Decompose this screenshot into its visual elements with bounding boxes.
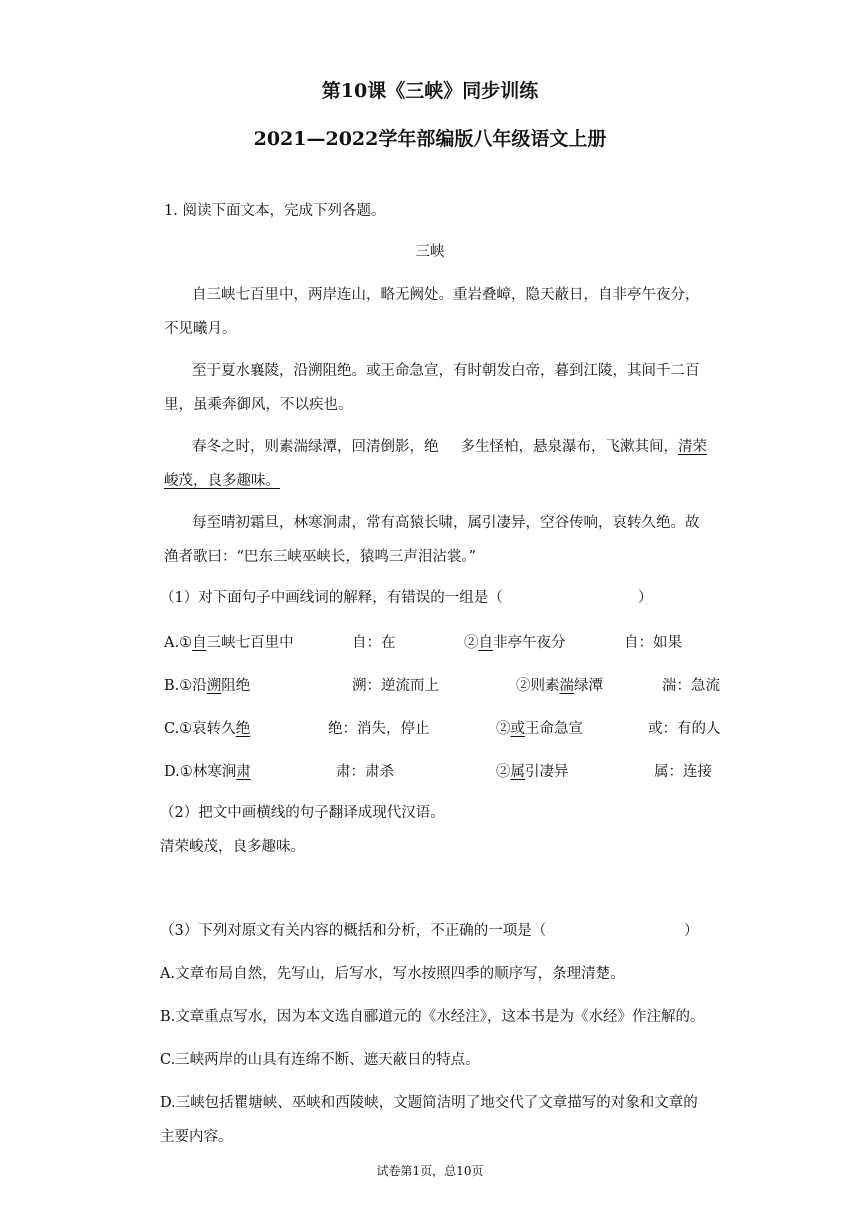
sub-question-1-prompt: （1）对下面句子中画线词的解释，有错误的一组是（	[160, 590, 503, 606]
paragraph-1-line-2: 不见曦月。	[164, 321, 237, 337]
paragraph-4-line-2: 渔者歌曰：“巴东三峡巫峡长，猿鸣三声泪沾裳。”	[164, 549, 477, 565]
option-d-word-1: 肃	[236, 764, 251, 780]
sub-question-1-paren-close: ）	[638, 590, 653, 606]
paragraph-3-part-2: 多生怪柏，悬泉瀑布，飞漱其间，	[460, 439, 678, 455]
option-a-gloss-2: 自：如果	[624, 635, 682, 651]
sub-question-3-option-d-line-1: D.三峡包括瞿塘峡、巫峡和西陵峡，文题简洁明了地交代了文章描写的对象和文章的	[160, 1095, 698, 1111]
paragraph-2-line-1: 至于夏水襄陵，沿溯阻绝。或王命急宣，有时朝发白帝，暮到江陵，其间千二百	[192, 363, 700, 379]
question-heading: 1. 阅读下面文本，完成下列各题。	[164, 203, 386, 219]
paragraph-2-line-2: 里，虽乘奔御风，不以疾也。	[164, 397, 353, 413]
sub-question-3-option-d-line-2: 主要内容。	[160, 1129, 233, 1145]
option-b-word-2: 湍	[559, 678, 574, 694]
option-a-gloss-1: 自：在	[352, 635, 396, 651]
option-c-sentence-2: ②或王命急宣	[496, 721, 583, 737]
page-footer: 试卷第1页，总10页	[376, 1164, 484, 1178]
option-b-sentence-1: B.①沿溯阻绝	[164, 678, 251, 694]
option-c-word-2: 或	[510, 721, 525, 737]
option-b-word-1: 溯	[206, 678, 222, 694]
sub-question-3-paren-close: ）	[684, 923, 699, 939]
option-d-sentence-2: ②属引凄异	[496, 764, 569, 780]
option-d-gloss-2: 属：连接	[654, 764, 712, 780]
page-subtitle: 2021—2022学年部编版八年级语文上册	[253, 128, 607, 150]
option-a-sentence-1: A.①自三峡七百里中	[164, 635, 294, 651]
option-b-sentence-2: ②则素湍绿潭	[516, 678, 603, 694]
sub-question-3-option-b: B.文章重点写水，因为本文选自郦道元的《水经注》，这本书是为《水经》作注解的。	[160, 1009, 705, 1025]
option-d-word-2: 属	[510, 764, 525, 780]
underlined-sentence-start: 清荣	[678, 439, 707, 455]
paragraph-4-line-1: 每至晴初霜旦，林寒涧肃，常有高猿长啸，属引凄异，空谷传响，哀转久绝。故	[192, 515, 700, 531]
option-d-gloss-1: 肃：肃杀	[336, 764, 394, 780]
paragraph-3-part-1: 春冬之时，则素湍绿潭，回清倒影，绝	[192, 439, 439, 455]
option-c-gloss-2: 或：有的人	[648, 721, 721, 737]
sub-question-3-prompt: （3）下列对原文有关内容的概括和分析，不正确的一项是（	[160, 923, 547, 939]
option-b-gloss-1: 溯：逆流而上	[352, 678, 439, 694]
option-b-gloss-2: 湍：急流	[662, 678, 720, 694]
sub-question-2-sentence: 清荣峻茂，良多趣味。	[160, 839, 305, 855]
sub-question-3-option-a: A.文章布局自然，先写山，后写水，写水按照四季的顺序写，条理清楚。	[160, 966, 625, 982]
sub-question-3-option-c: C.三峡两岸的山具有连绵不断、遮天蔽日的特点。	[160, 1052, 480, 1068]
option-c-gloss-1: 绝：消失，停止	[328, 721, 430, 737]
page-title: 第10课《三峡》同步训练	[321, 80, 539, 102]
option-a-word-1: 自	[192, 635, 207, 651]
option-c-word-1: 绝	[235, 721, 251, 737]
paragraph-3-line-1	[192, 435, 707, 456]
option-c-sentence-1: C.①哀转久绝	[164, 721, 251, 737]
underlined-sentence-end: 峻茂，良多趣味。	[164, 473, 280, 489]
option-a-word-2: 自	[478, 635, 493, 651]
sub-question-2-prompt: （2）把文中画横线的句子翻译成现代汉语。	[160, 805, 445, 821]
option-d-sentence-1: D.①林寒涧肃	[164, 764, 251, 780]
paragraph-1-line-1: 自三峡七百里中，两岸连山，略无阙处。重岩叠嶂，隐天蔽日，自非亭午夜分，	[192, 287, 700, 303]
option-a-sentence-2: ②自非亭午夜分	[464, 635, 566, 651]
passage-title: 三峡	[415, 244, 445, 260]
